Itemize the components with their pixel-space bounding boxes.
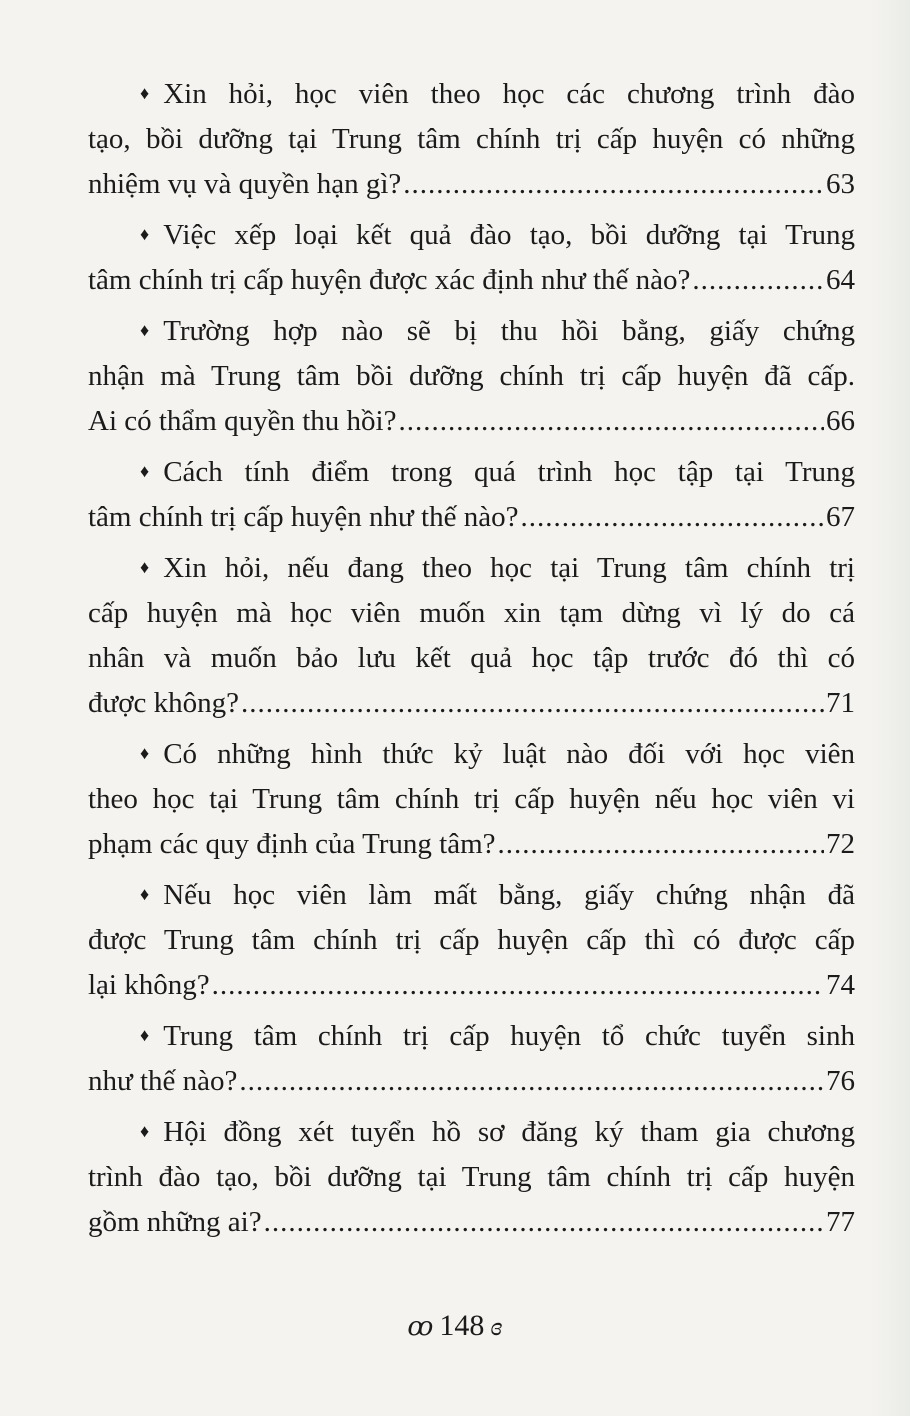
toc-entry-line — [88, 354, 855, 399]
table-of-contents — [88, 72, 855, 1251]
toc-entry-line — [88, 732, 855, 777]
toc-entry-text: nhận mà Trung tâm bồi dưỡng chính trị cấp huyện đã cấp. — [88, 360, 855, 392]
diamond-bullet-icon: ♦ — [140, 743, 150, 763]
toc-entry-text: tâm chính trị cấp huyện như thế nào? — [88, 501, 519, 533]
toc-entry-text: Trung tâm chính trị cấp huyện tổ chức tuyển sinh — [163, 1020, 855, 1052]
dot-leader — [403, 162, 824, 207]
toc-entry-line — [88, 918, 855, 963]
dot-leader — [239, 1059, 824, 1104]
toc-page-number: 71 — [826, 687, 855, 719]
toc-entry-line — [88, 162, 855, 207]
toc-entry-text: Trường hợp nào sẽ bị thu hồi bằng, giấy chứng — [163, 315, 855, 347]
toc-entry-line — [88, 213, 855, 258]
diamond-bullet-icon: ♦ — [140, 884, 150, 904]
toc-entry — [88, 732, 855, 867]
toc-entry-text: nhiệm vụ và quyền hạn gì? — [88, 168, 402, 200]
toc-entry-line — [88, 636, 855, 681]
diamond-bullet-icon: ♦ — [140, 1121, 150, 1141]
toc-entry — [88, 72, 855, 207]
toc-page-number: 76 — [826, 1065, 855, 1097]
toc-entry-text: Cách tính điểm trong quá trình học tập tại Trung — [163, 456, 855, 488]
toc-entry-text: như thế nào? — [88, 1065, 238, 1097]
diamond-bullet-icon: ♦ — [140, 461, 150, 481]
toc-page-number: 77 — [826, 1206, 855, 1238]
toc-entry-text: Hội đồng xét tuyển hồ sơ đăng ký tham gia chương — [163, 1116, 855, 1148]
toc-entry-line — [88, 777, 855, 822]
toc-entry-line — [88, 309, 855, 354]
toc-entry — [88, 1014, 855, 1104]
toc-entry-text: phạm các quy định của Trung tâm? — [88, 828, 496, 860]
dot-leader — [241, 681, 824, 726]
toc-entry-line — [88, 399, 855, 444]
toc-entry-text: Xin hỏi, nếu đang theo học tại Trung tâm chính trị — [163, 552, 855, 584]
toc-entry-text: được không? — [88, 687, 240, 719]
toc-page-number: 74 — [826, 969, 855, 1001]
toc-entry-text: Nếu học viên làm mất bằng, giấy chứng nhận đã — [163, 879, 855, 911]
toc-entry-line — [88, 1200, 855, 1245]
left-ornament: ꝏ — [407, 1312, 434, 1341]
toc-entry-text: được Trung tâm chính trị cấp huyện cấp thì có được cấp — [88, 924, 855, 956]
toc-entry-line — [88, 963, 855, 1008]
toc-entry-text: Việc xếp loại kết quả đào tạo, bồi dưỡng tại Trung — [163, 219, 855, 251]
toc-entry-text: gồm những ai? — [88, 1206, 262, 1238]
toc-entry-line — [88, 117, 855, 162]
toc-entry-text: Xin hỏi, học viên theo học các chương trình đào — [163, 78, 855, 110]
right-ornament: ɞ — [490, 1312, 503, 1341]
toc-entry-text: nhân và muốn bảo lưu kết quả học tập trước đó thì có — [88, 642, 855, 674]
toc-entry-line — [88, 546, 855, 591]
toc-entry-line — [88, 495, 855, 540]
dot-leader — [264, 1200, 824, 1245]
toc-entry-line — [88, 450, 855, 495]
toc-entry — [88, 309, 855, 444]
toc-entry-line — [88, 258, 855, 303]
toc-entry-line — [88, 591, 855, 636]
diamond-bullet-icon: ♦ — [140, 1025, 150, 1045]
toc-entry — [88, 1110, 855, 1245]
diamond-bullet-icon: ♦ — [140, 83, 150, 103]
toc-entry-line — [88, 72, 855, 117]
toc-entry-line — [88, 1014, 855, 1059]
toc-entry-line — [88, 873, 855, 918]
toc-entry-line — [88, 1110, 855, 1155]
dot-leader — [520, 495, 824, 540]
toc-page-number: 63 — [826, 168, 855, 200]
toc-entry-line — [88, 1155, 855, 1200]
toc-entry — [88, 873, 855, 1008]
toc-page-number: 64 — [826, 264, 855, 296]
toc-page-number: 66 — [826, 405, 855, 437]
diamond-bullet-icon: ♦ — [140, 557, 150, 577]
toc-entry — [88, 213, 855, 303]
dot-leader — [398, 399, 824, 444]
toc-entry-line — [88, 822, 855, 867]
dot-leader — [212, 963, 824, 1008]
toc-entry-text: Ai có thẩm quyền thu hồi? — [88, 405, 397, 437]
toc-page-number: 72 — [826, 828, 855, 860]
page-edge-shadow — [870, 0, 910, 1416]
toc-entry — [88, 450, 855, 540]
diamond-bullet-icon: ♦ — [140, 320, 150, 340]
page-number: 148 — [439, 1309, 485, 1342]
toc-entry-text: cấp huyện mà học viên muốn xin tạm dừng vì lý do cá — [88, 597, 855, 629]
toc-entry-text: trình đào tạo, bồi dưỡng tại Trung tâm chính trị cấp huyện — [88, 1161, 855, 1193]
toc-entry-text: tạo, bồi dưỡng tại Trung tâm chính trị cấp huyện có những — [88, 123, 855, 155]
dot-leader — [692, 258, 824, 303]
toc-entry — [88, 546, 855, 726]
page-folio — [0, 1303, 910, 1349]
toc-entry-line — [88, 1059, 855, 1104]
toc-entry-line — [88, 681, 855, 726]
toc-entry-text: Có những hình thức kỷ luật nào đối với học viên — [163, 738, 855, 770]
toc-entry-text: tâm chính trị cấp huyện được xác định như thế nào? — [88, 264, 691, 296]
toc-entry-text: lại không? — [88, 969, 210, 1001]
toc-entry-text: theo học tại Trung tâm chính trị cấp huyện nếu học viên vi — [88, 783, 855, 815]
toc-page-number: 67 — [826, 501, 855, 533]
dot-leader — [498, 822, 824, 867]
diamond-bullet-icon: ♦ — [140, 224, 150, 244]
